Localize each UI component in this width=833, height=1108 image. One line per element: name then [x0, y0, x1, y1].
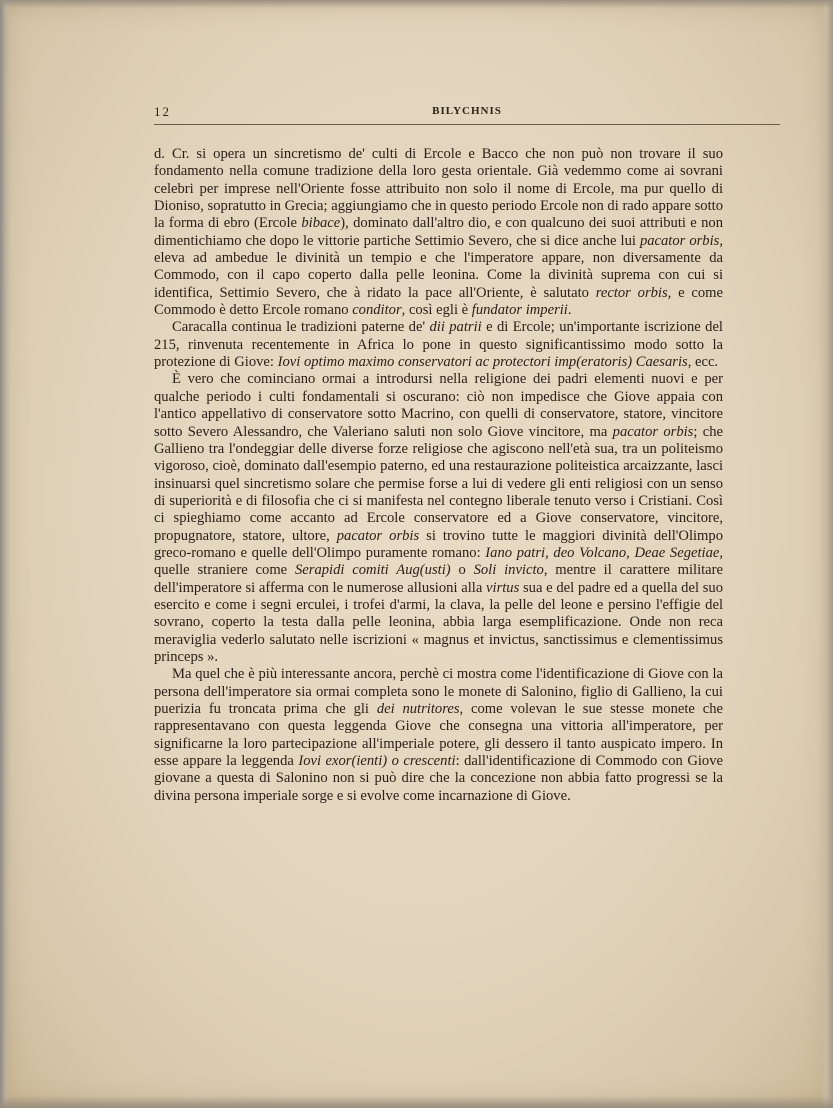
italic-text-run: Iovi exor(ienti) o crescenti — [298, 753, 456, 770]
text-run: o — [450, 562, 474, 579]
italic-text-run: pacator orbis — [612, 423, 694, 440]
italic-text-run: fundator imperii — [471, 302, 568, 319]
text-run: È vero che cominciano ormai a introdursi nella religione dei padri elementi nuovi e per qualche periodo i culti fondamentali si oscurano: ciò non impedisce che Giove appaia con l'antico appellativo di conservatore sotto Macrino, con quelli di conservatore, statore, vincitore sotto Severo Alessandro, che Valeriano saluti non solo Giove vincitore, ma — [154, 371, 723, 440]
page-bottom-edge — [0, 1096, 833, 1108]
italic-text-run: virtus — [486, 579, 520, 596]
page-number: 12 — [154, 104, 171, 119]
italic-text-run: conditor — [352, 302, 402, 319]
italic-text-run: Soli invicto — [473, 562, 544, 579]
paragraph — [154, 319, 723, 371]
italic-text-run: rector orbis — [595, 284, 668, 301]
text-run: d. Cr. si opera un sincretismo de' culti di Ercole e Bacco che non può non trovare il suo fondamento nella comune tradizione della loro gesta orientale. Già vedemmo come ai sovrani celebri per imprese nell'Oriente fosse attribuito non solo il nome di Ercole, ma pur quello di Dioniso, sopratutto in Grecia; aggiungiamo che in questo periodo Ercole non di rado appare sotto la forma di ebro (Ercole — [154, 146, 723, 232]
text-run: , e come Commodo è detto Ercole romano — [154, 284, 724, 319]
page-right-edge — [819, 0, 833, 1108]
text-run: , eleva ad ambedue le divinità un tempio e che l'imperatore appare, non diversamente da Commodo, con il capo coperto dalla pelle leonina. Come la divinità suprema con cui si identifica, Settimio Severo, che à ridato la pace all'Oriente, è salutato — [154, 232, 723, 301]
italic-text-run: pacator orbis — [639, 232, 720, 249]
text-run: . — [567, 302, 572, 319]
text-run: , quelle straniere come — [154, 544, 724, 579]
italic-text-run: dii patrii — [429, 319, 482, 336]
text-run: e di Ercole; un'importante iscrizione del 215, rinvenuta recentemente in Africa lo pone in questo significantissimo modo sotto la protezione di Giove: — [154, 319, 723, 371]
paragraph — [154, 371, 723, 666]
text-run: , così egli è — [401, 302, 472, 319]
running-head: BILYCHNIS — [432, 105, 502, 117]
italic-text-run: Iovi optimo maximo conservatori ac protectori imp(eratoris) Caesaris — [277, 354, 688, 371]
page-header — [154, 104, 780, 125]
text-run: si trovino tutte le maggiori divinità dell'Olimpo greco-romano e quelle dell'Olimpo puramente romano: — [154, 527, 723, 561]
italic-text-run: dei nutritores — [376, 701, 460, 717]
text-run: , come volevan le sue stesse monete che rappresentavano con questa leggenda Giove che consegna una vittoria all'imperatore, per significarne la loro partecipazione all'imperiale potere, gli dessero il tanto auspicato impero. In esse appare la leggenda — [154, 701, 723, 770]
text-run: sua e del padre ed a quella del suo esercito e come i segni erculei, i trofei d'armi, la clava, la pelle del leone e persino l'effigie del sovrano, coperto la testa dalla pelle leonina, abbia larga esemplificazione. Onde non reca meraviglia vederlo salutato nelle iscrizioni « magnus et invictus, sanctissimus e clementissimus princeps ». — [154, 579, 723, 665]
page-top-edge — [0, 0, 833, 8]
text-run: ; che Gallieno tra l'ondeggiar delle diverse forze religiose che agiscono nell'età sua, tra un politeismo vigoroso, cioè, dominato dall'esempio paterno, ed una restaurazione politeistica arcaizzante, lasci insinuarsi quel sincretismo solare che permise forse a lui di vedere gli enti religiosi con un senso di superiorità e di filosofia che ci si manifesta nel contegno liberale tenuto verso i Cristiani. Così ci spieghiamo come accanto ad Ercole conservatore ed a Giove conservatore, vincitore, propugnatore, statore, ultore, — [154, 423, 723, 544]
text-run: : dall'identificazione di Commodo con Giove giovane a questa di Salonino non si può dire che la concezione non abbia fatto progressi se la divina persona imperiale sorge e si evolve come incarnazione di Giove. — [154, 753, 724, 804]
page-left-edge — [0, 0, 10, 1108]
text-run: Ma quel che è più interessante ancora, perchè ci mostra come l'identificazione di Giove con la persona dell'imperatore sia ormai completa sono le monete di Salonino, figlio di Gallieno, la cui puerizia fu troncata prima che gli — [154, 666, 723, 717]
italic-text-run: bibace — [301, 215, 341, 232]
text-run: ), dominato dall'altro dio, e con qualcuno dei suoi attributi e non dimentichiamo che dopo le vittorie partiche Settimio Severo, che si dice anche lui — [154, 215, 724, 249]
text-run: Caracalla continua le tradizioni paterne de' — [172, 319, 430, 336]
paragraph — [154, 666, 723, 805]
text-run: , mentre il carattere militare dell'imperatore si afferma con le numerose allusioni alla — [154, 562, 724, 596]
italic-text-run: Iano patri, deo Volcano, Deae Segetiae — [485, 544, 720, 561]
italic-text-run: pacator orbis — [336, 527, 420, 544]
paragraph — [154, 146, 723, 319]
italic-text-run: Serapidi comiti Aug(usti) — [294, 562, 451, 579]
body-text — [154, 146, 723, 805]
text-run: , ecc. — [687, 354, 719, 371]
